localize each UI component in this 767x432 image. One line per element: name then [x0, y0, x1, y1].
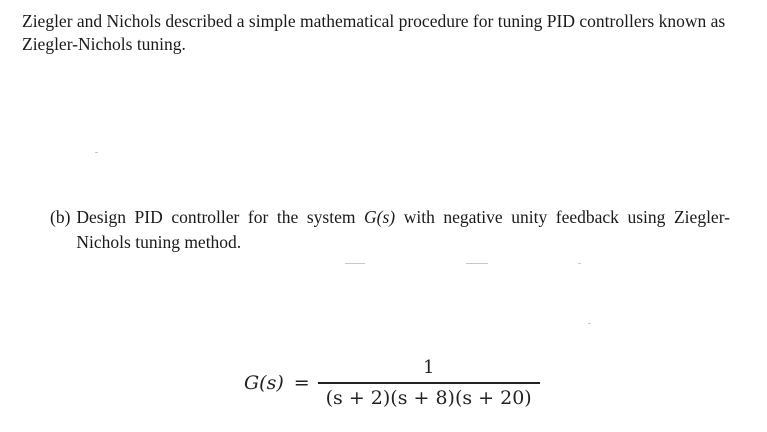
scan-speck	[588, 323, 591, 324]
question-text	[76, 205, 730, 255]
scan-speck	[95, 152, 98, 153]
question-text-before: Design PID controller for the system	[76, 207, 365, 227]
question-text-after: with negative unity feedback using Ziegler-Nichols tuning method.	[76, 207, 730, 252]
question-label: (b)	[50, 207, 71, 227]
scan-speck	[345, 263, 365, 264]
intro-paragraph: Ziegler and Nichols described a simple mathematical procedure for tuning PID controllers known as Ziegler-Nichols tuning.	[22, 11, 726, 54]
scan-speck	[578, 263, 581, 264]
scan-speck	[466, 263, 488, 264]
equation-numerator: 1	[422, 357, 435, 379]
equals-sign: =	[293, 372, 310, 394]
question-function-name: G(s)	[364, 207, 396, 227]
transfer-function-equation	[244, 348, 540, 418]
equation-denominator: (s + 2)(s + 8)(s + 20)	[325, 386, 532, 409]
equation-lhs: G(s)	[244, 372, 284, 394]
question-b	[50, 205, 730, 255]
equation-fraction	[318, 357, 540, 408]
